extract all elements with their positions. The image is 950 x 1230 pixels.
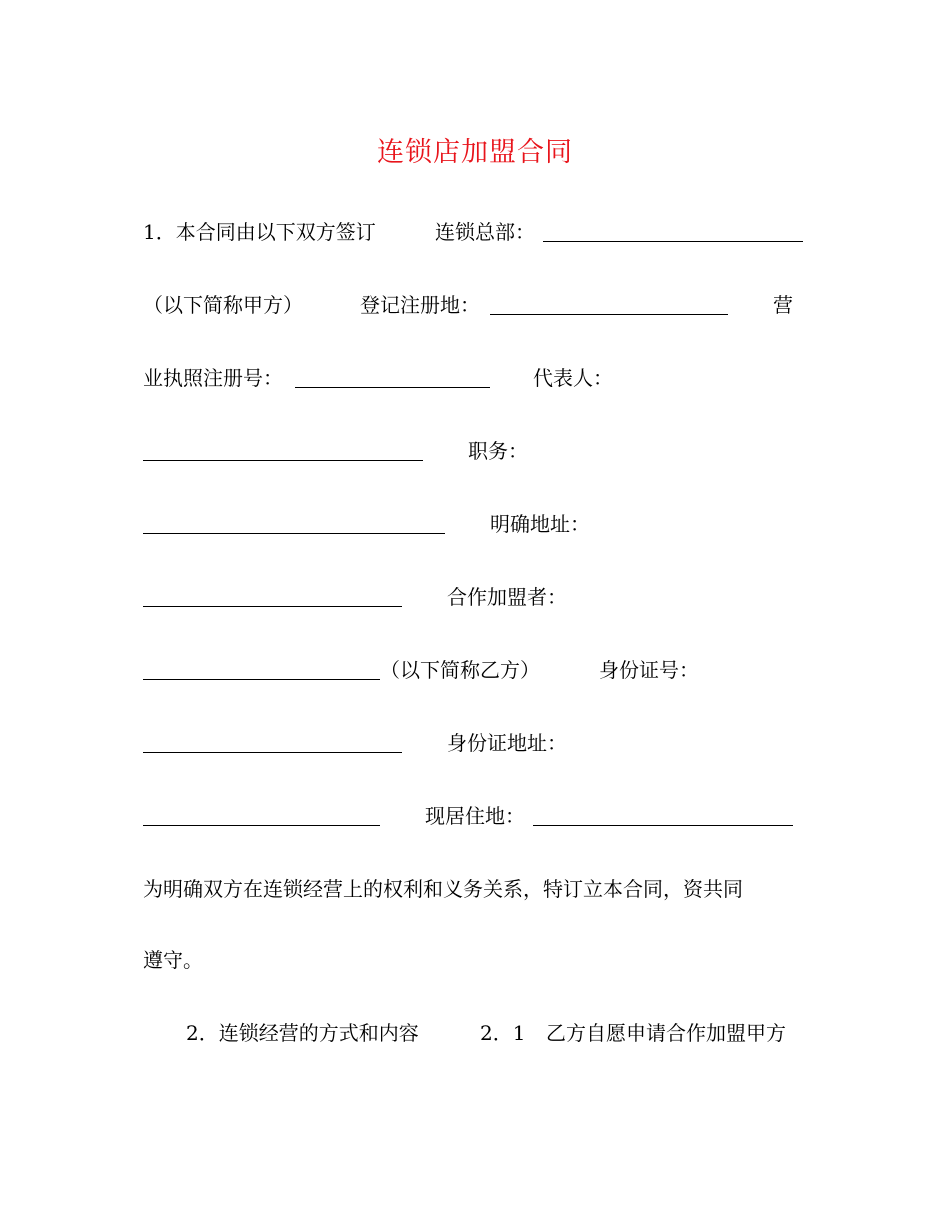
purpose-statement: 为明确双方在连锁经营上的权利和义务关系，特订立本合同，资共同 (143, 877, 743, 901)
residence-blank[interactable] (533, 825, 793, 826)
address-blank[interactable] (143, 606, 402, 607)
party-a-note: （以下简称甲方） (143, 293, 303, 317)
franchisee-label: 合作加盟者： (447, 585, 567, 609)
clause-2-1-number: 2．1 (480, 1021, 526, 1045)
id-number-blank[interactable] (143, 752, 402, 753)
document-title: 连锁店加盟合同 (377, 137, 573, 168)
id-address-blank[interactable] (143, 825, 380, 826)
license-label-start: 营 (773, 293, 793, 317)
registration-place-label: 登记注册地： (360, 293, 480, 317)
representative-blank[interactable] (143, 460, 423, 461)
headquarters-blank[interactable] (543, 241, 803, 242)
license-number-label: 业执照注册号： (143, 366, 283, 390)
registration-place-blank[interactable] (490, 314, 728, 315)
position-label: 职务： (468, 439, 528, 463)
franchisee-blank[interactable] (143, 679, 380, 680)
clause-2-heading: 2．连锁经营的方式和内容 (186, 1021, 419, 1045)
representative-label: 代表人： (533, 366, 613, 390)
clause-1-heading: 1．本合同由以下双方签订 (143, 220, 376, 244)
headquarters-label: 连锁总部： (435, 220, 535, 244)
clause-2-1-text: 乙方自愿申请合作加盟甲方 (546, 1021, 786, 1045)
residence-label: 现居住地： (425, 804, 525, 828)
license-number-blank[interactable] (295, 387, 490, 388)
address-label: 明确地址： (490, 512, 590, 536)
id-number-label: 身份证号： (599, 658, 699, 682)
position-blank[interactable] (143, 533, 445, 534)
party-b-note: （以下简称乙方） (380, 658, 540, 682)
purpose-statement-end: 遵守。 (143, 948, 203, 972)
id-address-label: 身份证地址： (447, 731, 567, 755)
